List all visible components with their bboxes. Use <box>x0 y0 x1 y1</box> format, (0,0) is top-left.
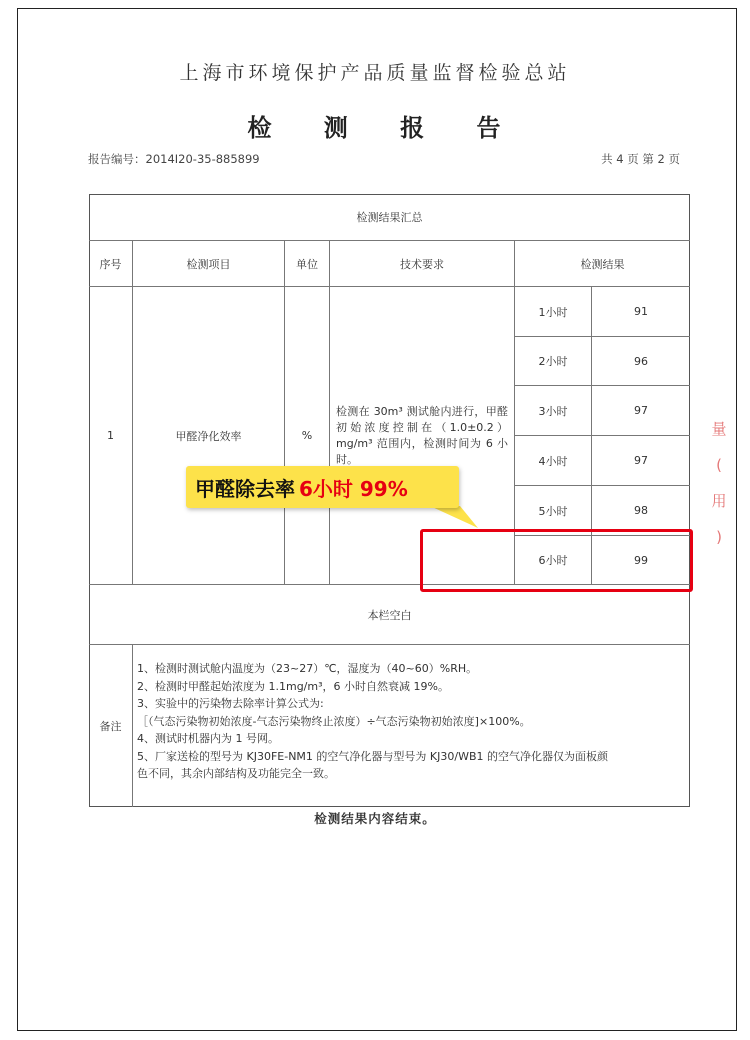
remark-line: 2、检测时甲醛起始浓度为 1.1mg/m³，6 小时自然衰减 19%。 <box>137 679 449 693</box>
result-value: 97 <box>592 436 690 486</box>
seal-stamp <box>705 418 733 560</box>
remarks-label: 备注 <box>89 645 133 807</box>
remark-line: 色不同，其余内部结构及功能完全一致。 <box>137 767 335 780</box>
row-item: 甲醛净化效率 <box>133 287 285 585</box>
result-value: 99 <box>592 536 690 585</box>
remark-line: 4、测试时机器内为 1 号网。 <box>137 732 279 745</box>
result-value: 97 <box>592 386 690 436</box>
remarks-list <box>137 660 685 783</box>
result-time: 5小时 <box>515 486 592 536</box>
result-time: 6小时 <box>515 536 592 585</box>
stamp-char: ) <box>716 528 722 546</box>
summary-title: 检测结果汇总 <box>89 194 690 241</box>
remark-line: 1、检测时测试舱内温度为（23~27）℃，湿度为（40~60）%RH。 <box>137 662 478 675</box>
remark-line: ［（气态污染物初始浓度-气态污染物终止浓度）÷气态污染物初始浓度]×100%。 <box>137 714 531 728</box>
header-unit: 单位 <box>285 241 330 287</box>
header-requirement: 技术要求 <box>330 241 515 287</box>
stamp-char: 用 <box>711 492 727 510</box>
header-seq: 序号 <box>89 241 133 287</box>
page-info: 共 4 页 第 2 页 <box>601 152 680 166</box>
callout-text-main: 甲醛除去率 <box>195 476 295 501</box>
row-requirement: 检测在 30m³ 测试舱内进行，甲醛初始浓度控制在（1.0±0.2）mg/m³ 范围内，检测时间为 6 小时。 <box>336 405 508 466</box>
report-title: 检 测 报 告 <box>247 114 523 142</box>
end-text: 检测结果内容结束。 <box>314 811 436 826</box>
result-value: 98 <box>592 486 690 536</box>
result-value: 91 <box>592 287 690 337</box>
result-time: 4小时 <box>515 436 592 486</box>
row-unit: % <box>285 287 330 585</box>
result-time: 3小时 <box>515 386 592 436</box>
header-item: 检测项目 <box>133 241 285 287</box>
result-time: 1小时 <box>515 287 592 337</box>
stamp-char: 量 <box>711 420 727 438</box>
remark-line: 3、实验中的污染物去除率计算公式为: <box>137 697 324 710</box>
highlight-box <box>420 529 693 592</box>
organization-name: 上海市环境保护产品质量监督检验总站 <box>179 62 571 84</box>
callout-text-highlight: 6小时 99% <box>299 476 408 501</box>
result-time: 2小时 <box>515 337 592 386</box>
report-number: 报告编号：2014I20-35-885899 <box>88 152 260 166</box>
callout-label <box>186 466 459 508</box>
stamp-char: ( <box>716 456 722 474</box>
result-value: 96 <box>592 337 690 386</box>
remark-line: 5、厂家送检的型号为 KJ30FE-NM1 的空气净化器与型号为 KJ30/WB1 的空气净化器仅为面板颜 <box>137 749 608 763</box>
row-seq: 1 <box>89 287 133 585</box>
header-result: 检测结果 <box>515 241 690 287</box>
blank-note: 本栏空白 <box>89 585 690 645</box>
